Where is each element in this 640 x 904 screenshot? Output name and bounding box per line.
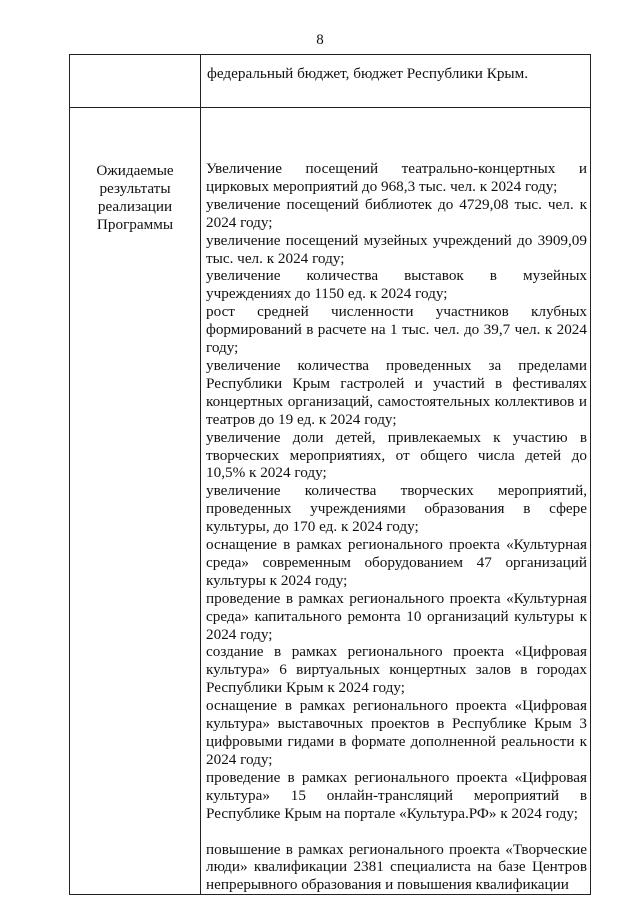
result-item: повышение в рамках регионального проекта «Творческие люди» квалификации 2381 специалиста на базе Центров непрерывного образования и повышения квалификации <box>206 840 587 894</box>
result-item: увеличение количества проведенных за пределами Республики Крым гастролей и участий в фестивалях концертных организаций, самостоятельных коллективов и театров до 19 ед. к 2024 году; <box>206 356 587 428</box>
result-item: увеличение посещений музейных учреждений до 3909,09 тыс. чел. к 2024 году; <box>206 231 587 267</box>
result-item: увеличение количества выставок в музейных учреждениях до 1150 ед. к 2024 году; <box>206 267 587 303</box>
result-item: оснащение в рамках регионального проекта «Культурная среда» современным оборудованием 47 организаций культуры к 2024 году; <box>206 536 587 589</box>
expected-results-row <box>70 108 591 895</box>
expected-results-list <box>201 108 591 895</box>
funding-label-cell <box>70 55 201 108</box>
result-item: Увеличение посещений театрально-концертных и цирковых мероприятий до 968,3 тыс. чел. к 2024 году; <box>206 160 587 195</box>
funding-sources-text: федеральный бюджет, бюджет Республики Крым. <box>201 55 591 108</box>
result-item: создание в рамках регионального проекта «Цифровая культура» 6 виртуальных концертных залов в городах Республики Крым к 2024 году; <box>206 643 587 697</box>
result-item: оснащение в рамках регионального проекта «Цифровая культура» выставочных проектов в Республике Крым 3 цифровыми гидами в формате дополненной реальности к 2024 году; <box>206 697 587 768</box>
expected-results-label: Ожидаемые результаты реализации Программы <box>70 108 201 895</box>
result-item: проведение в рамках регионального проекта «Культурная среда» капитального ремонта 10 организаций культуры к 2024 году; <box>206 589 587 643</box>
result-item: увеличение доли детей, привлекаемых к участию в творческих мероприятиях, от общего числа детей до 10,5% к 2024 году; <box>206 428 587 482</box>
result-item: увеличение посещений библиотек до 4729,08 тыс. чел. к 2024 году; <box>206 195 587 231</box>
result-item: проведение в рамках регионального проекта «Цифровая культура» 15 онлайн-трансляций мероприятий в Республике Крым на портале «Культура.РФ» к 2024 году; <box>206 768 587 822</box>
program-passport-table <box>69 54 591 895</box>
result-item: рост средней численности участников клубных формирований в расчете на 1 тыс. чел. до 39,7 чел. к 2024 году; <box>206 303 587 357</box>
page-number: 8 <box>316 32 324 48</box>
funding-row <box>70 55 591 108</box>
result-item: увеличение количества творческих мероприятий, проведенных учреждениями образования в сфере культуры, до 170 ед. к 2024 году; <box>206 482 587 536</box>
